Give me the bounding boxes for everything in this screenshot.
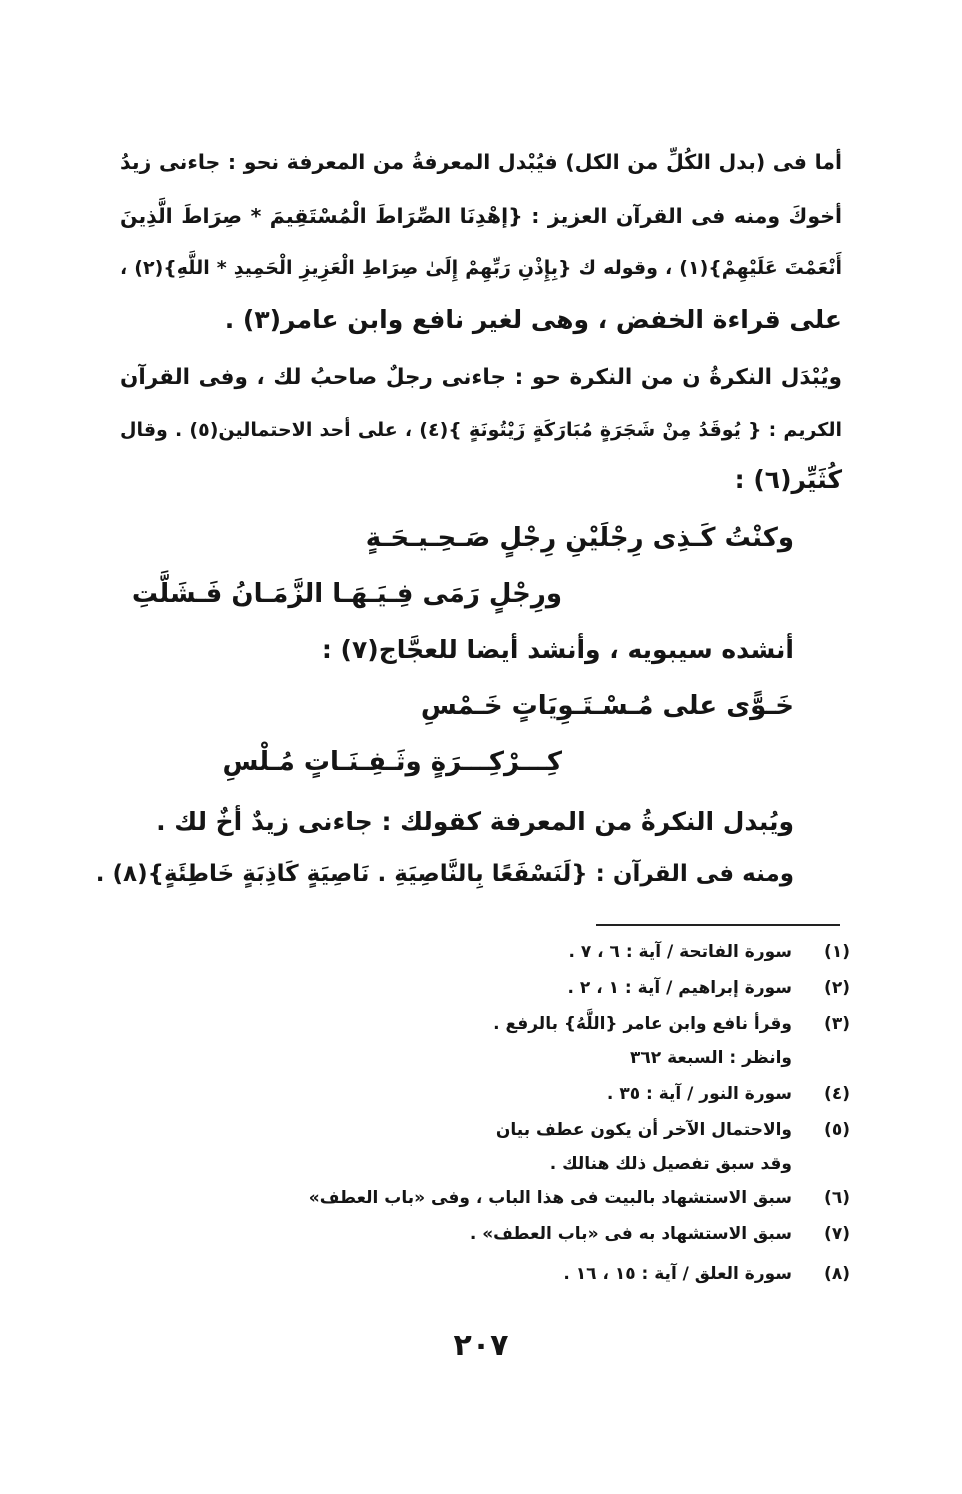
footnote-number: (٦): [824, 1188, 850, 1208]
footnote-number: (٢): [824, 978, 850, 998]
verse-line-3: خَـوًّى على مُـسْـتَـوِيَاتٍ خَـمْسِ: [420, 691, 794, 721]
paragraph-line-9: ويُبدل النكرةُ من المعرفة كقولك : جاءنى زيدٌ أخٌ لك .: [156, 807, 794, 836]
paragraph-line-4: على قراءة الخفض ، وهى لغير نافع وابن عامر(٣) .: [224, 305, 842, 334]
footnote-text: سبق الاستشهاد به فى «باب العطف» .: [469, 1224, 792, 1244]
footnote-text: وقد سبق تفصيل ذلك هنالك .: [549, 1154, 792, 1174]
footnote-text: سورة إبراهيم / آية : ١ ، ٢ .: [567, 978, 792, 998]
footnote-number: (٥): [824, 1120, 850, 1140]
footnote-text: سبق الاستشهاد بالبيت فى هذا الباب ، وفى «باب العطف»: [308, 1188, 792, 1208]
footnote-text: وانظر : السبعة ٣٦٢: [630, 1048, 792, 1068]
footnote-number: (٧): [824, 1224, 850, 1244]
paragraph-line-10: ومنه فى القرآن : {لَنَسْفَعًا بِالنَّاصِيَةِ . نَاصِيَةٍ كَاذِبَةٍ خَاطِئَةٍ}(٨) .: [95, 861, 794, 887]
verse-line-4: كِـــرْكِـــرَةٍ وثَـفِـنَـاتٍ مُـلْسِ: [222, 747, 562, 777]
footnote-number: (٤): [824, 1084, 850, 1104]
footnote-text: سورة الفاتحة / آية : ٦ ، ٧ .: [568, 942, 792, 962]
footnote-separator: [596, 924, 840, 926]
footnote-number: (١): [824, 942, 850, 962]
paragraph-line-3: أَنْعَمْتَ عَلَيْهِمْ}(١) ، وقوله ك {بِإِذْنِ رَبِّهِمْ إِلَىٰ صِرَاطِ الْعَزِيزِ الْحَمِيدِ * اللَّهِ}(٢) ،: [120, 257, 842, 279]
paragraph-line-5: ويُبْدَل النكرةُ ن من النكرة حو : جاءنى رجلٌ صاحبُ لك ، وفى القرآن: [120, 365, 842, 390]
verse-line-2: ورِجْلٍ رَمَى فِـيَـهَـا الزَّمَـانُ فَـشَلَّتِ: [131, 579, 562, 609]
footnote-text: والاحتمال الآخر أن يكون عطف بيان: [495, 1120, 792, 1140]
paragraph-line-6: الكريم : { يُوقَدُ مِنْ شَجَرَةٍ مُبَارَكَةٍ زَيْتُونَةٍ }(٤) ، على أحد الاحتمالين(٥) . وقال: [120, 419, 842, 441]
footnote-text: سورة النور / آية : ٣٥ .: [606, 1084, 792, 1104]
paragraph-line-1: أما فى (بدل الكُلِّ من الكل) فيُبْدل المعرفةُ من المعرفة نحو : جاءنى زيدُ: [120, 150, 842, 174]
paragraph-line-8: أنشده سيبويه ، وأنشد أيضا للعجَّاج(٧) :: [321, 635, 794, 664]
verse-line-1: وكنْتُ كَـذِى رِجْلَيْنِ رِجْلٍ صَـحِـيـحَـةٍ: [365, 523, 794, 553]
paragraph-line-7: كُثَيِّر(٦) :: [734, 465, 842, 494]
footnote-number: (٨): [824, 1264, 850, 1284]
page-number: ٢٠٧: [453, 1328, 509, 1363]
footnote-number: (٣): [824, 1014, 850, 1034]
paragraph-line-2: أخوكَ ومنه فى القرآن العزيز : {إهْدِنَا الصِّرَاطَ الْمُسْتَقِيمَ * صِرَاطَ الَّذِينَ: [120, 204, 842, 228]
footnote-text: سورة العلق / آية : ١٥ ، ١٦ .: [563, 1264, 792, 1284]
footnote-text: وقرأ نافع وابن عامر {اللَّهُ} بالرفع .: [493, 1014, 792, 1034]
